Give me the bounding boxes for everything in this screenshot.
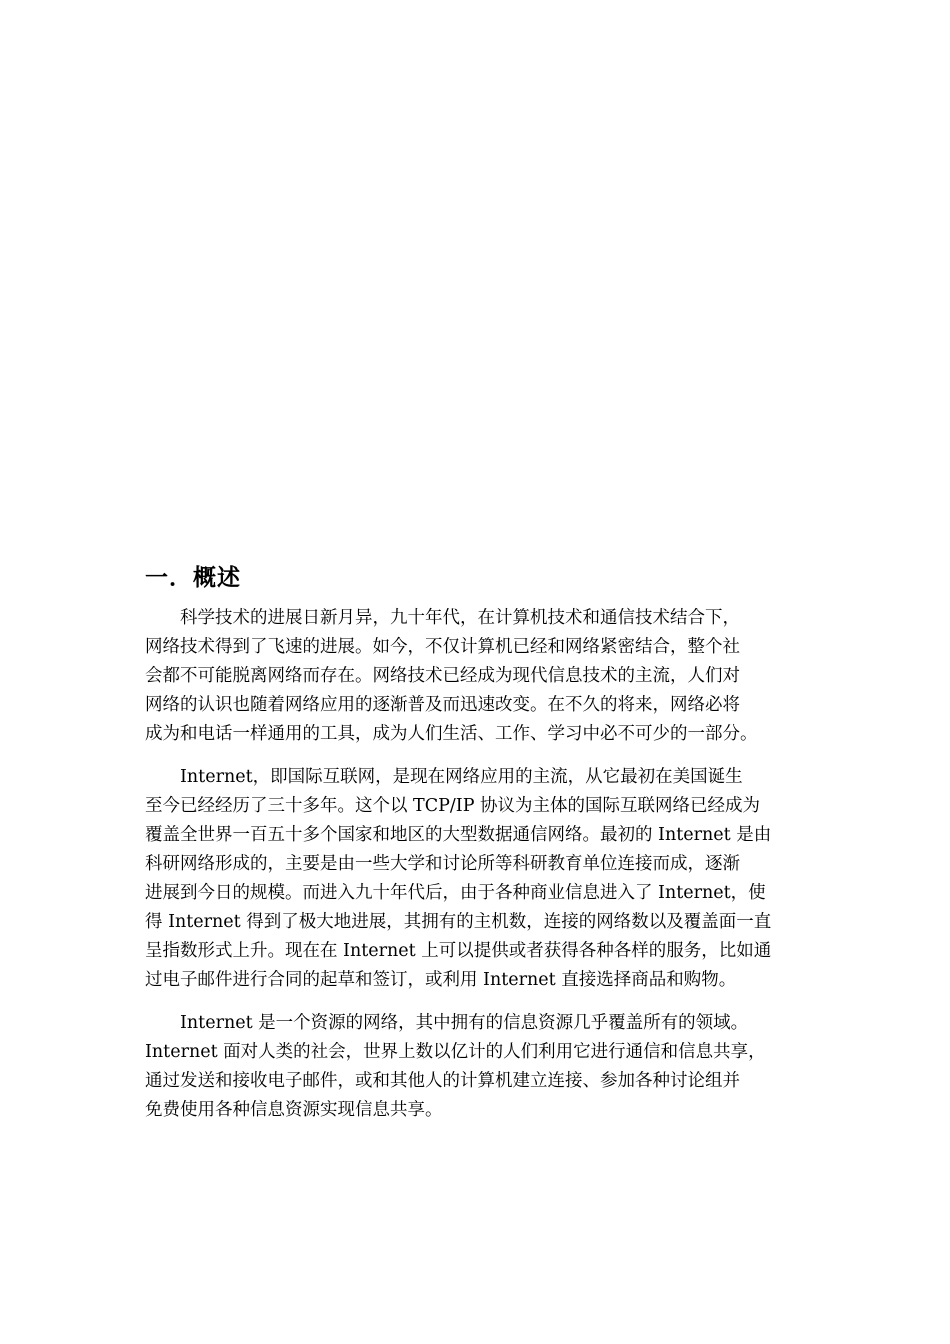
paragraph-line: 成为和电话一样通用的工具，成为人们生活、工作、学习中必不可少的一部分。 (145, 724, 758, 744)
paragraph-line: 会都不可能脱离网络而存在。网络技术已经成为现代信息技术的主流，人们对 (145, 666, 740, 686)
paragraph-internet-resources (145, 1009, 810, 1125)
paragraph-internet-history (145, 763, 810, 995)
paragraph-line: Internet 面对人类的社会，世界上数以亿计的人们利用它进行通信和信息共享， (145, 1042, 766, 1062)
paragraph-line: 网络的认识也随着网络应用的逐渐普及而迅速改变。在不久的将来，网络必将 (145, 695, 740, 715)
paragraph-line: 通过发送和接收电子邮件，或和其他人的计算机建立连接、参加各种讨论组并 (145, 1071, 740, 1091)
paragraph-line: Internet，即国际互联网，是现在网络应用的主流，从它最初在美国诞生 (180, 767, 743, 787)
document-content (145, 558, 810, 1139)
paragraph-line: 科研网络形成的，主要是由一些大学和讨论所等科研教育单位连接而成，逐渐 (145, 854, 740, 874)
paragraph-line: 过电子邮件进行合同的起草和签订，或利用 Internet 直接选择商品和购物。 (145, 970, 737, 990)
paragraph-line: 至今已经经历了三十多年。这个以 TCP/IP 协议为主体的国际互联网络已经成为 (145, 796, 761, 816)
paragraph-line: 进展到今日的规模。而进入九十年代后，由于各种商业信息进入了 Internet，使 (145, 883, 766, 903)
paragraph-line: 网络技术得到了飞速的进展。如今，不仅计算机已经和网络紧密结合，整个社 (145, 637, 740, 657)
paragraph-line: 呈指数形式上升。现在在 Internet 上可以提供或者获得各种各样的服务，比如通 (145, 941, 772, 961)
paragraph-line: 得 Internet 得到了极大地进展，其拥有的主机数，连接的网络数以及覆盖面一直 (145, 912, 772, 932)
paragraph-line: 覆盖全世界一百五十多个国家和地区的大型数据通信网络。最初的 Internet 是由 (145, 825, 772, 845)
paragraph-line: Internet 是一个资源的网络，其中拥有的信息资源几乎覆盖所有的领域。 (180, 1013, 749, 1033)
section-heading: 一．概述 (145, 565, 241, 591)
paragraph-line: 科学技术的进展日新月异，九十年代，在计算机技术和通信技术结合下， (180, 608, 740, 628)
paragraph-line: 免费使用各种信息资源实现信息共享。 (145, 1100, 443, 1120)
paragraph-overview (145, 604, 810, 749)
